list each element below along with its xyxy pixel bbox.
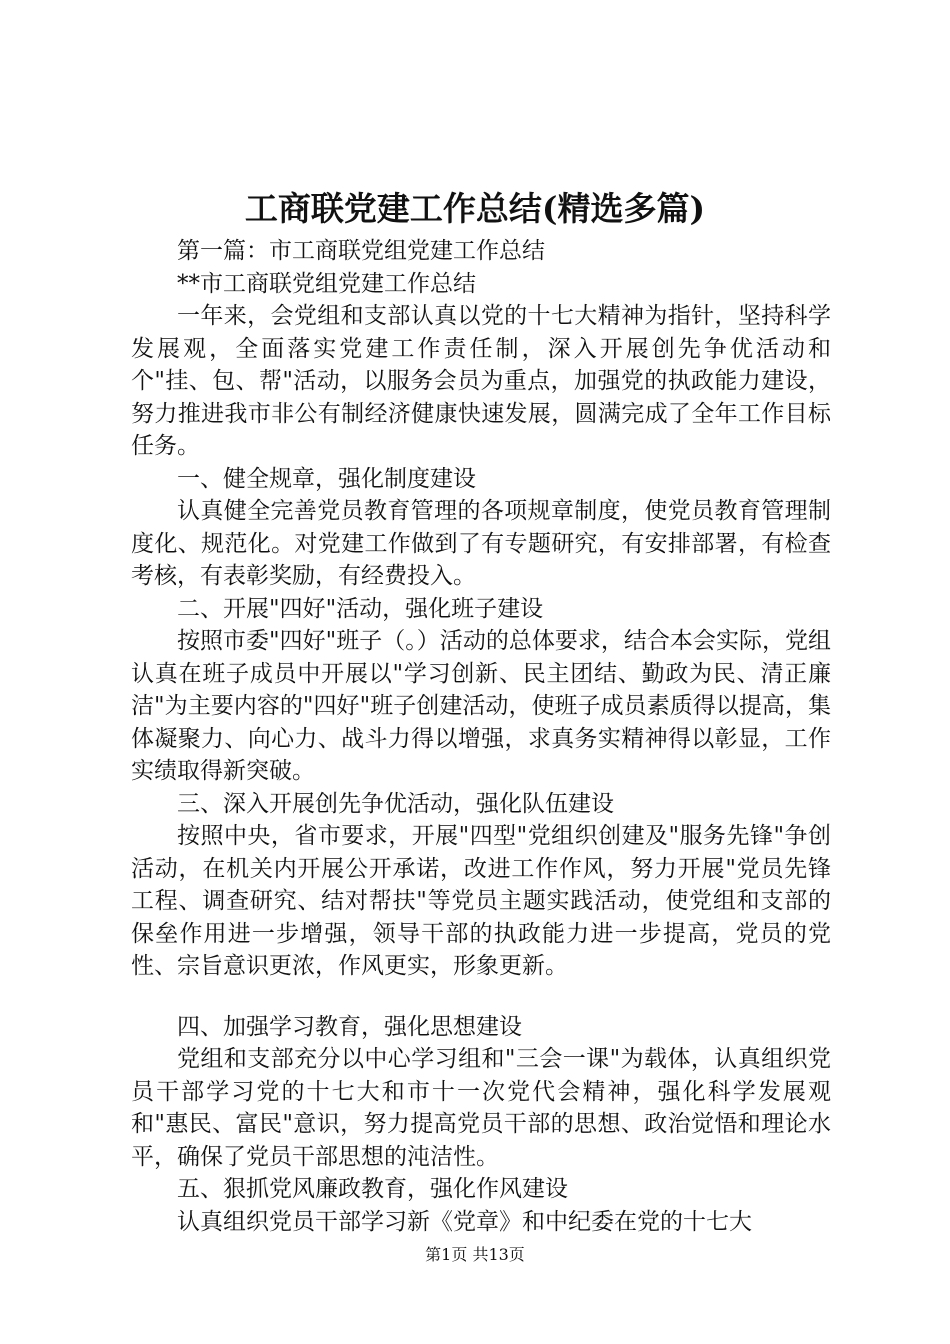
paragraph-6: 按照中央，省市要求，开展"四型"党组织创建及"服务先锋"争创活动，在机关内开展公开承诺，改进工作作风，努力开展"党员先锋工程、调查研究、结对帮扶"等党员主题实践活动，使党组和支部的保垒作用进一步增强，领导干部的执政能力进一步提高，党员的党性、宗旨意识更浓，作风更实，形象更新。 — [131, 823, 831, 979]
heading-section-3: 三、深入开展创先争优活动，强化队伍建设 — [177, 790, 614, 817]
paragraph-3: 一年来，会党组和支部认真以党的十七大精神为指针，坚持科学发展观，全面落实党建工作责任制，深入开展创先争优活动和个"挂、包、帮"活动，以服务会员为重点，加强党的执政能力建设，努力推进我市非公有制经济健康快速发展，圆满完成了全年工作目标任务。 — [131, 303, 831, 459]
heading-section-1: 一、健全规章，强化制度建设 — [177, 465, 476, 492]
paragraph-5: 按照市委"四好"班子（。）活动的总体要求，结合本会实际，党组认真在班子成员中开展以"学习创新、民主团结、勤政为民、清正廉洁"为主要内容的"四好"班子创建活动，使班子成员素质得以提高，集体凝聚力、向心力、战斗力得以增强，求真务实精神得以彰显，工作实绩取得新突破。 — [131, 628, 831, 784]
page-number: 第1页 共13页 — [425, 1245, 525, 1264]
paragraph-2: **市工商联党组党建工作总结 — [177, 270, 476, 297]
heading-section-4: 四、加强学习教育，强化思想建设 — [177, 1013, 522, 1040]
paragraph-7: 党组和支部充分以中心学习组和"三会一课"为载体，认真组织党员干部学习党的十七大和市十一次党代会精神，强化科学发展观和"惠民、富民"意识，努力提高党员干部的思想、政治觉悟和理论水平，确保了党员干部思想的沌洁性。 — [131, 1046, 831, 1170]
heading-section-5: 五、狠抓党风廉政教育，强化作风建设 — [177, 1176, 568, 1202]
heading-section-2: 二、开展"四好"活动，强化班子建设 — [177, 595, 544, 622]
paragraph-4: 认真健全完善党员教育管理的各项规章制度，使党员教育管理制度化、规范化。对党建工作做到了有专题研究，有安排部署，有检查考核，有表彰奖励，有经费投入。 — [131, 498, 831, 589]
document-title: 工商联党建工作总结(精选多篇) — [244, 189, 706, 228]
document-body — [131, 235, 831, 1238]
paragraph-1: 第一篇：市工商联党组党建工作总结 — [177, 238, 545, 264]
paragraph-8: 认真组织党员干部学习新《党章》和中纪委在党的十七大 — [177, 1208, 752, 1235]
